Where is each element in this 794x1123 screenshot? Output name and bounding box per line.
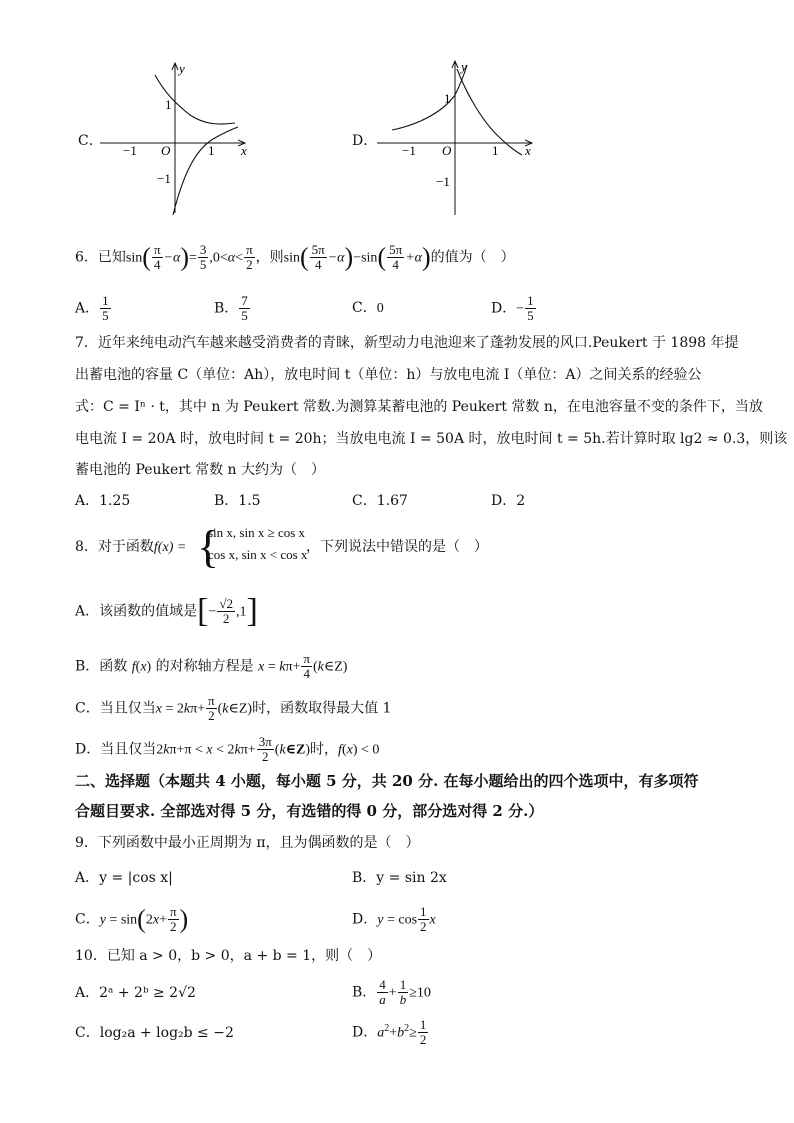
q8-option-a: A．该函数的值域是[− $\frac{√2}{2}$ ,1] [75, 592, 258, 630]
q7-line-2: 出蓄电池的容量 C（单位：Ah），放电时间 t（单位：h）与放电电流 I（单位：A）之间关系的经验公 [75, 367, 702, 383]
q7-option-b: B．1.5 [214, 493, 261, 509]
q10-option-d: D．$a^2+b^2\ge$ $\frac{1}{2}$ [352, 1017, 427, 1047]
option-c-label: C． [78, 133, 103, 149]
q10-option-a: A．2ᵃ + 2ᵇ ≥ 2√2 [75, 985, 196, 1001]
q8-case-2: cos x, sin x < cos x [208, 547, 308, 562]
curve-lower [173, 127, 238, 215]
y-label: y [179, 61, 185, 76]
q8-option-d: D．当且仅当2kπ+π < x < 2kπ+ $\frac{3\pi}{2}$ (k∈Z)时，f(x) < 0 [75, 734, 380, 764]
origin-label: O [442, 143, 452, 158]
curve-right [457, 69, 522, 155]
q8-option-c: C．当且仅当x = 2kπ+ $\frac{\pi}{2}$ (k∈Z)时，函数取得最大值 1 [75, 693, 392, 723]
section-2-heading-line-2: 合题目要求. 全部选对得 5 分，有选错的得 0 分，部分选对得 2 分.） [75, 802, 544, 820]
q7-option-d: D．2 [491, 493, 526, 509]
q8-case-1: sin x, sin x ≥ cos x [208, 525, 306, 540]
q6-option-b: B． $\frac{7}{5}$ [214, 293, 248, 323]
graph-c [95, 55, 255, 220]
q9-option-d: D．y = cos $\frac{1}{2}$ x [352, 904, 436, 934]
q7-line-1: 7．近年来纯电动汽车越来越受消费者的青睐，新型动力电池迎来了蓬勃发展的风口.Peukert 于 1898 年提 [75, 335, 739, 351]
q6-option-c: C．0 [352, 300, 384, 316]
x-one-label: 1 [208, 143, 215, 158]
q9-option-c: C．y = sin(2x+ $\frac{\pi}{2}$ ) [75, 904, 189, 934]
q7-line-4: 电电流 I = 20A 时，放电时间 t = 20h；当放电电流 I = 50A 时，放电时间 t = 5h.若计算时取 lg2 ≈ 0.3，则该 [75, 431, 788, 447]
y-one-label: 1 [165, 97, 172, 112]
q6-option-d: D．− $\frac{1}{5}$ [491, 293, 534, 323]
q7-line-5: 蓄电池的 Peukert 常数 n 大约为（ ） [75, 462, 325, 478]
q7-line-3: 式：C = Iⁿ · t，其中 n 为 Peukert 常数.为测算某蓄电池的 Peukert 常数 n，在电池容量不变的条件下，当放 [75, 399, 763, 415]
section-2-heading-line-1: 二、选择题（本题共 4 小题，每小题 5 分，共 20 分. 在每小题给出的四个选项中，有多项符 [75, 772, 699, 790]
y-neg-one-label: −1 [157, 171, 171, 186]
q8-brace: { [197, 521, 220, 572]
x-one-label: 1 [492, 143, 499, 158]
q6-option-a: A． $\frac{1}{5}$ [75, 293, 109, 323]
q8-stem-tail: ，下列说法中错误的是（ ） [306, 539, 488, 555]
x-label: x [241, 143, 247, 158]
q7-option-c: C．1.67 [352, 493, 408, 509]
q9-stem: 9．下列函数中最小正周期为 π，且为偶函数的是（ ） [75, 835, 420, 851]
q9-option-b: B．y = sin 2x [352, 870, 447, 886]
origin-label: O [161, 143, 171, 158]
curve-left [392, 65, 467, 130]
question-6-stem: 6．已知sin( $\frac{\pi}{4}$ −α)= $\frac{3}{5}$ ,0<α< $\frac{\pi}{2}$ ，则sin( $\frac{5\pi}{4}$ −α)−sin( $\frac{5\pi}{4}$ +α)的值为（ ） [75, 242, 515, 272]
option-d-label: D． [352, 133, 378, 149]
q8-option-b: B．函数 f(x) 的对称轴方程是 x = kπ+ $\frac{\pi}{4}$ (k∈Z) [75, 651, 348, 681]
q10-option-c: C．log₂a + log₂b ≤ −2 [75, 1025, 234, 1041]
q8-stem: 8．对于函数f(x) = [75, 539, 187, 555]
q10-stem: 10．已知 a > 0，b > 0，a + b = 1，则（ ） [75, 948, 382, 964]
q10-option-b: B． $\frac{4}{a}$ + $\frac{1}{b}$ ≥10 [352, 977, 431, 1007]
x-neg-one-label: −1 [123, 143, 137, 158]
x-neg-one-label: −1 [402, 143, 416, 158]
graph-d [372, 55, 542, 220]
y-one-label: 1 [444, 91, 451, 106]
x-label: x [525, 143, 531, 158]
y-neg-one-label: −1 [436, 174, 450, 189]
y-label: y [461, 59, 467, 74]
q9-option-a: A．y = |cos x| [75, 870, 173, 886]
q7-option-a: A．1.25 [75, 493, 131, 509]
